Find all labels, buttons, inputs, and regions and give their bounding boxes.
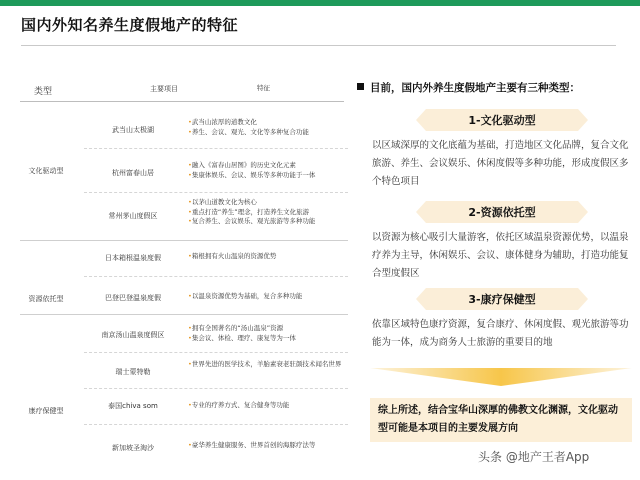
feature-list: [188, 198, 348, 227]
type-description-wellness: 依靠区域特色康疗资源，复合康疗、休闲度假、观光旅游等功能为一体，成为商务人士旅游的重要目的地: [372, 319, 629, 348]
feature-item: •集康体娱乐、会议、娱乐等多种功能于一体: [188, 170, 316, 179]
type-description-resource: 以资源为核心吸引大量游客，依托区域温泉资源优势，以温泉疗养为主导，休闲娱乐、会议、康体健身为辅助，打造功能复合型度假区: [372, 232, 629, 279]
feature-item: •重点打造“养生”理念，打造养生文化旅游: [188, 207, 310, 216]
bullet-dot-icon: •: [188, 324, 192, 332]
category-divider: [20, 314, 348, 315]
row-divider: [84, 148, 348, 149]
project-name: 瑞士蒙特勒: [115, 368, 151, 376]
column-header-type: 类型: [34, 87, 53, 97]
feature-item: •以茅山道教文化为核心: [188, 198, 257, 206]
project-name: 巴登巴登温泉度假: [105, 294, 161, 302]
feature-item: •拥有全国著名的“汤山温泉”资源: [188, 324, 284, 332]
project-name: 杭州富春山居: [112, 169, 154, 177]
feature-item: •豪华养生健康服务、世界首创的海豚疗法等: [188, 441, 316, 449]
column-header-feature: 特征: [257, 84, 270, 92]
feature-list: [188, 118, 348, 137]
bullet-dot-icon: •: [188, 118, 192, 126]
feature-list: [188, 324, 348, 343]
category-wellness: 康疗保健型: [28, 407, 64, 415]
feature-list: [188, 360, 348, 370]
bullet-dot-icon: •: [188, 333, 192, 342]
down-arrow-icon: [370, 368, 632, 386]
feature-item: •养生、会议、观光、文化等多种复合功能: [188, 127, 309, 136]
square-bullet-icon: [357, 83, 364, 90]
row-divider: [84, 424, 348, 425]
bullet-dot-icon: •: [188, 161, 192, 169]
row-divider: [84, 192, 348, 193]
bullet-dot-icon: •: [188, 360, 192, 368]
project-name: 常州茅山度假区: [108, 212, 158, 220]
bullet-dot-icon: •: [188, 127, 192, 136]
bullet-dot-icon: •: [188, 217, 192, 225]
bullet-dot-icon: •: [188, 292, 192, 300]
table-header-divider: [20, 101, 344, 102]
feature-item: •专业的疗养方式、复合健身等功能: [188, 401, 290, 409]
summary-box: 综上所述，结合宝华山深厚的佛教文化渊源，文化驱动型可能是本项目的主要发展方向: [370, 398, 632, 442]
type-banner-resource: 2-资源依托型: [426, 201, 578, 223]
row-divider: [84, 352, 348, 353]
column-header-project: 主要项目: [150, 85, 178, 93]
category-divider: [20, 240, 348, 241]
bullet-dot-icon: •: [188, 207, 192, 216]
bullet-dot-icon: •: [188, 170, 192, 179]
project-name: 南京汤山温泉度假区: [101, 331, 165, 339]
bullet-dot-icon: •: [188, 441, 192, 449]
feature-item: •集会议、体检、理疗、康复等为一体: [188, 333, 296, 342]
feature-item: •复合养生、会议娱乐、观光旅游等多种功能: [188, 217, 316, 225]
row-divider: [84, 388, 348, 389]
category-culture: 文化驱动型: [28, 167, 64, 175]
feature-item: •箱根拥有火山温泉的资源优势: [188, 252, 277, 260]
feature-list: [188, 401, 348, 411]
project-name: 日本箱根温泉度假: [105, 254, 161, 262]
title-divider: [21, 45, 616, 46]
project-name: 泰国chiva som: [108, 402, 158, 410]
project-name: 武当山太极湖: [112, 126, 154, 134]
feature-list: [188, 441, 348, 451]
feature-list: [188, 161, 348, 180]
bullet-dot-icon: •: [188, 198, 192, 206]
page-title: 国内外知名养生度假地产的特征: [21, 16, 239, 34]
project-name: 新加坡圣淘沙: [112, 444, 154, 452]
watermark: 头条 @地产王者App: [478, 450, 590, 464]
type-description-culture: 以区域深厚的文化底蕴为基础，打造地区文化品牌，复合文化旅游、养生、会议娱乐、休闲度假等多种功能，形成度假区多个特色项目: [372, 140, 629, 187]
feature-item: •世界先进的医学技术，羊胎素衰老驻颜技术闻名世界: [188, 360, 342, 368]
type-banner-culture: 1-文化驱动型: [426, 109, 578, 131]
type-banner-wellness: 3-康疗保健型: [426, 288, 578, 310]
feature-list: [188, 252, 348, 262]
row-divider: [84, 276, 348, 277]
feature-list: [188, 292, 348, 302]
bullet-dot-icon: •: [188, 401, 192, 409]
bullet-dot-icon: •: [188, 252, 192, 260]
feature-item: •以温泉资源优势为基础，复合多种功能: [188, 292, 303, 300]
feature-item: •融入《富春山居图》的历史文化元素: [188, 161, 296, 169]
category-resource: 资源依托型: [28, 295, 64, 303]
feature-item: •武当山浓厚的道教文化: [188, 118, 257, 126]
top-accent-bar: [0, 0, 640, 6]
types-intro: 目前，国内外养生度假地产主要有三种类型：: [357, 80, 580, 95]
